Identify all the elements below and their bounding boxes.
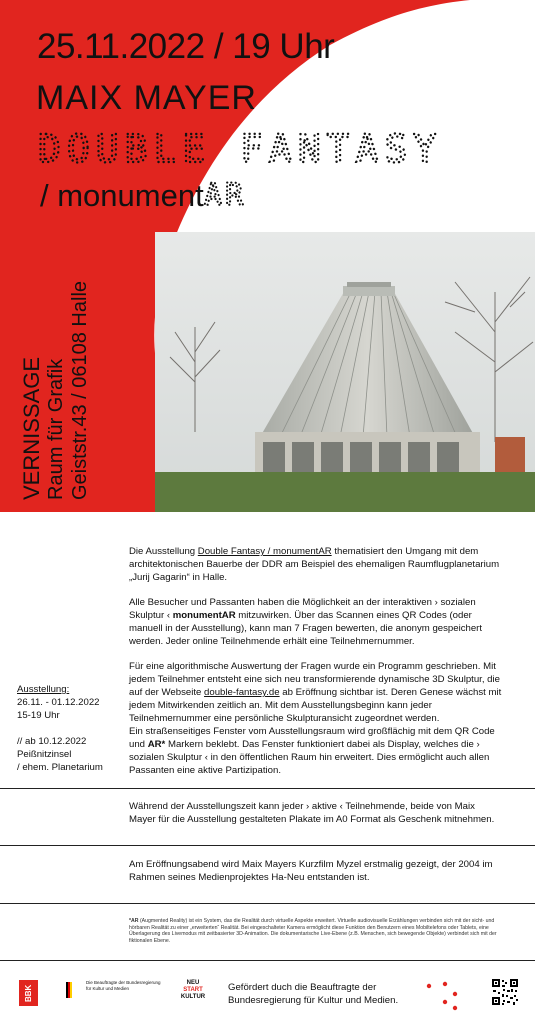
ar-marker-icon bbox=[425, 980, 465, 1012]
date-slash: / bbox=[213, 27, 224, 66]
artist-name: MAIX MAYER bbox=[36, 79, 257, 117]
footnote-text: (Augmented Reality) ist ein System, das die Realität durch virtuelle Aspekte erweitert. Virtuelle audiovisuelle Erzählungen verbinden sich mit der sicht- und hörbaren Realität zu einer „erweiterten“ Realität. Bei eingeschalteter Kamera ermöglicht diese Funktion den Benutzern eines Mobiltelefons oder Tablets, eine Überlagerung des Livemodus mit zeitbasierter 3D-Animation. Die dokumentarische Live-Ebene (z.B. Menschen, sich bewegende Objekte) verbindet sich mit der fiktionalen Ebene. bbox=[129, 918, 497, 944]
exhibition-subtitle bbox=[40, 178, 262, 214]
paragraph-intro bbox=[129, 545, 504, 584]
planetarium-photo bbox=[155, 232, 535, 512]
venue-name: Raum für Grafik bbox=[45, 358, 67, 500]
paragraph-participation bbox=[129, 596, 504, 648]
ar-footnote bbox=[129, 918, 514, 944]
neustart-line: NEU bbox=[186, 980, 200, 986]
funding-notice: Gefördert duch die Beauftragte der Bundesregierung für Kultur und Medien. bbox=[228, 982, 399, 1006]
website-link[interactable]: double-fantasy.de bbox=[204, 687, 280, 698]
event-time: 19 Uhr bbox=[232, 27, 335, 66]
paragraph-film: Am Eröffnungsabend wird Maix Mayers Kurzfilm Myzel erstmalig gezeigt, der 2004 im Rahmen seines Medienprojektes Ha-Neu entstanden ist. bbox=[129, 859, 493, 883]
sidebar-hours: 15-19 Uhr bbox=[17, 710, 60, 721]
divider bbox=[0, 788, 535, 789]
event-date: 25.11.2022 bbox=[37, 27, 205, 66]
exhibition-title-dotted bbox=[38, 130, 478, 170]
neustart-line: START bbox=[183, 987, 203, 993]
exhibition-link[interactable]: Double Fantasy / monumentAR bbox=[197, 546, 332, 557]
text: mitzuwirken. Über das Scannen eines QR Codes (oder manuell in der Ausstellung), kann man 7 Fragen bewerten, die anonym gespeichert werden. Jeder online Teilnehmende erhält eine Teilnehmernummer. bbox=[129, 610, 483, 647]
text: thematisiert den Umgang mit dem architektonischen Bauerbe der DDR am Beispiel des ehemaligen Raumflugplanetarium „Jurij Gagarin“ in Halle. bbox=[129, 546, 500, 583]
exhibition-dates-sidebar bbox=[17, 683, 122, 774]
text: Für eine algorithmische Auswertung der Fragen wurde ein Programm geschrieben. Mit jedem Teilnehmer entsteht eine sich neu transformierende dynamische 3D Skulptur, die auf der Webseite bbox=[129, 661, 500, 698]
sidebar-extra-date: // ab 10.12.2022 bbox=[17, 736, 87, 747]
neustart-kultur-logo bbox=[178, 980, 208, 1010]
divider bbox=[0, 903, 535, 904]
sidebar-extra-place: / ehem. Planetarium bbox=[17, 762, 103, 773]
federal-eagle-icon bbox=[66, 982, 82, 998]
event-date-time bbox=[37, 27, 334, 67]
ar-bold: AR* bbox=[147, 739, 166, 750]
sponsor-logos bbox=[0, 972, 535, 1022]
sidebar-heading: Ausstellung: bbox=[17, 684, 70, 695]
exhibition-title: DOUBLE FANTASY bbox=[38, 130, 443, 170]
sidebar-extra-location: Peißnitzinsel bbox=[17, 749, 72, 760]
exhibition-description bbox=[129, 545, 504, 789]
paragraph-algorithm bbox=[129, 660, 504, 777]
vernissage-label: VERNISSAGE bbox=[19, 356, 44, 500]
text: Die Ausstellung bbox=[129, 546, 198, 557]
paragraph-posters: Während der Ausstellungszeit kann jeder › aktive ‹ Teilnehmende, beide von Maix Mayer für die Ausstellung gestalteten Plakate im A0 Format als Geschenk mitnehmen. bbox=[129, 801, 495, 825]
text: Ein straßenseitiges Fenster vom Ausstellungsraum wird großflächig mit dem QR Code und bbox=[129, 726, 495, 750]
footnote-ar: *AR bbox=[129, 918, 139, 924]
subtitle-ar: AR bbox=[203, 178, 246, 210]
subtitle-ar-dotted bbox=[204, 178, 262, 210]
bbk-logo: BBK bbox=[19, 980, 38, 1006]
monumentar-bold: monumentAR bbox=[172, 610, 236, 621]
text: ab Eröffnung sichtbar ist. Deren Genese wächst mit jedem Mitwirkenden zeitlich an. Mit dem Ausstellungsbeginn kann jeder Teilnehmernummer eine persönliche Skulpturansicht zugeordnet werden. bbox=[129, 687, 502, 724]
venue-address: Geiststr.43 / 06108 Halle bbox=[69, 280, 91, 500]
subtitle-prefix: / monument bbox=[40, 178, 204, 213]
venue-vertical-text bbox=[20, 281, 92, 500]
divider bbox=[0, 845, 535, 846]
sidebar-dates: 26.11. - 01.12.2022 bbox=[17, 697, 100, 708]
qr-code-icon[interactable] bbox=[491, 978, 519, 1006]
neustart-line: KULTUR bbox=[180, 994, 206, 1000]
text: Markern beklebt. Das Fenster funktioniert dabei als Display, welches die › sozialen Skulptur ‹ in den öffentlichen Raum hin erweitert. Dies ermöglicht auch allen Passanten eine aktive Partizipation. bbox=[129, 739, 490, 776]
bkm-logo-text: Die Beauftragte der Bundesregierung für Kultur und Medien bbox=[86, 980, 161, 991]
divider bbox=[0, 960, 535, 961]
text: Alle Besucher und Passanten haben die Möglichkeit an der interaktiven › sozialen Skulptur ‹ bbox=[129, 597, 476, 621]
